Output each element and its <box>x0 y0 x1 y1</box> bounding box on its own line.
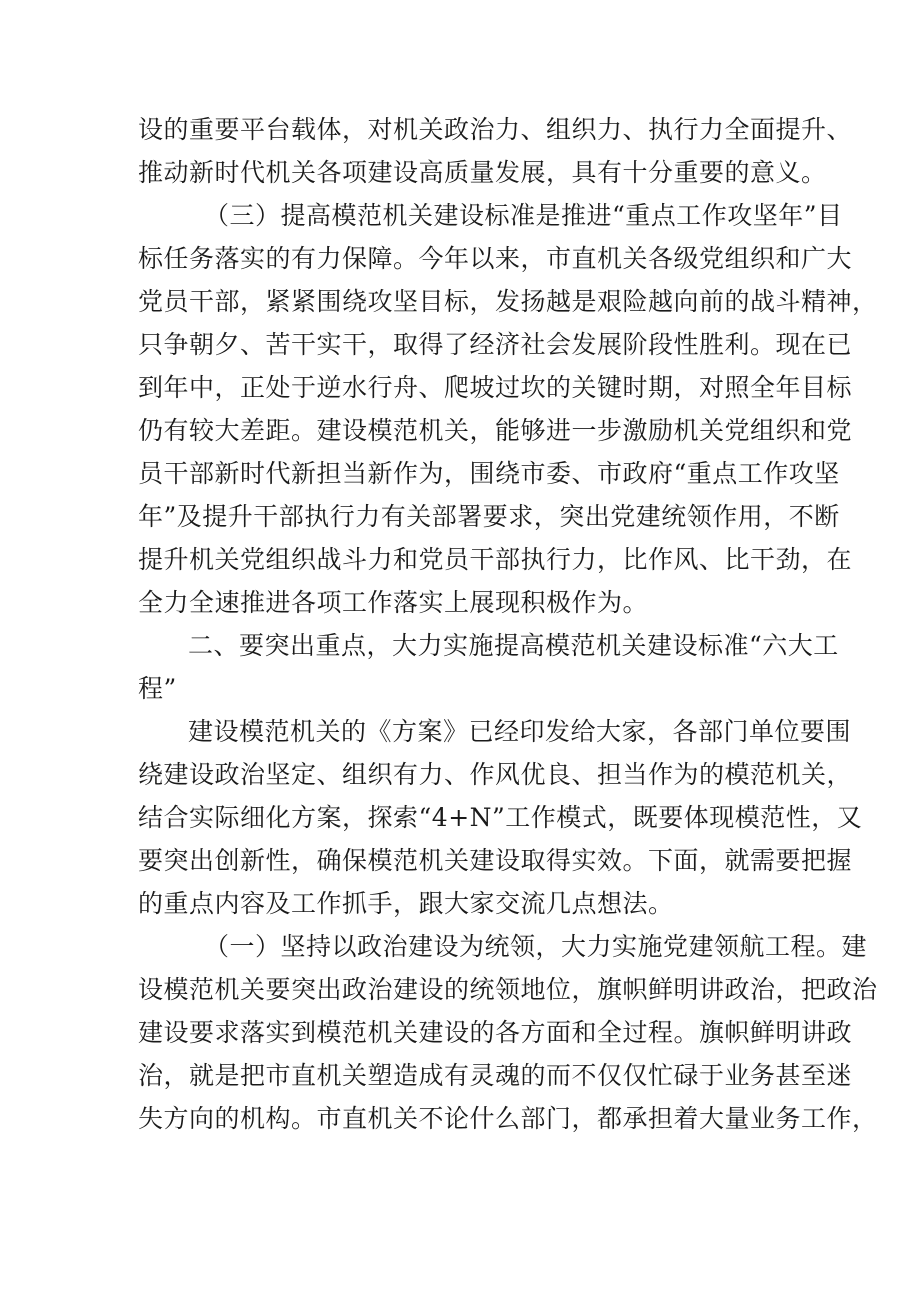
text-line: 年”及提升干部执行力有关部署要求，突出党建统领作用，不断 <box>138 502 840 531</box>
text-line: （一）坚持以政治建设为统领，大力实施党建领航工程。建 <box>204 932 868 961</box>
text-line: 建设模范机关的《方案》已经印发给大家，各部门单位要围 <box>188 717 852 746</box>
text-line: 全力全速推进各项工作落实上展现积极作为。 <box>138 588 649 617</box>
document-body <box>138 108 878 1140</box>
text-line: 建设要求落实到模范机关建设的各方面和全过程。旗帜鲜明讲政 <box>138 1018 853 1047</box>
text-line: 标任务落实的有力保障。今年以来，市直机关各级党组织和广大 <box>138 244 853 273</box>
text-line: 要突出创新性，确保模范机关建设取得实效。下面，就需要把握 <box>138 846 853 875</box>
text-line: 只争朝夕、苦干实干，取得了经济社会发展阶段性胜利。现在已 <box>138 330 853 359</box>
text-line: 员干部新时代新担当新作为，围绕市委、市政府“重点工作攻坚 <box>138 459 840 488</box>
section-heading: 二、要突出重点，大力实施提高模范机关建设标准“六大工 <box>188 631 839 660</box>
text-line: 治，就是把市直机关塑造成有灵魂的而不仅仅忙碌于业务甚至迷 <box>138 1061 853 1090</box>
text-line: 失方向的机构。市直机关不论什么部门，都承担着大量业务工作， <box>138 1104 878 1133</box>
text-line: 设模范机关要突出政治建设的统领地位，旗帜鲜明讲政治，把政治 <box>138 975 878 1004</box>
text-line: 提升机关党组织战斗力和党员干部执行力，比作风、比干劲，在 <box>138 545 853 574</box>
text-line: 绕建设政治坚定、组织有力、作风优良、担当作为的模范机关， <box>138 760 853 789</box>
text-line: 结合实际细化方案，探索“4+N”工作模式，既要体现模范性，又 <box>138 803 863 832</box>
text-line: 仍有较大差距。建设模范机关，能够进一步激励机关党组织和党 <box>138 416 853 445</box>
section-heading-continuation: 程” <box>138 674 177 703</box>
text-line: 推动新时代机关各项建设高质量发展，具有十分重要的意义。 <box>138 158 827 187</box>
text-line: 党员干部，紧紧围绕攻坚目标，发扬越是艰险越向前的战斗精神， <box>138 287 878 316</box>
text-line: 设的重要平台载体，对机关政治力、组织力、执行力全面提升、 <box>138 115 853 144</box>
text-line: 的重点内容及工作抓手，跟大家交流几点想法。 <box>138 889 674 918</box>
text-line: （三）提高模范机关建设标准是推进“重点工作攻坚年”目 <box>204 201 843 230</box>
text-line: 到年中，正处于逆水行舟、爬坡过坎的关键时期，对照全年目标 <box>138 373 853 402</box>
